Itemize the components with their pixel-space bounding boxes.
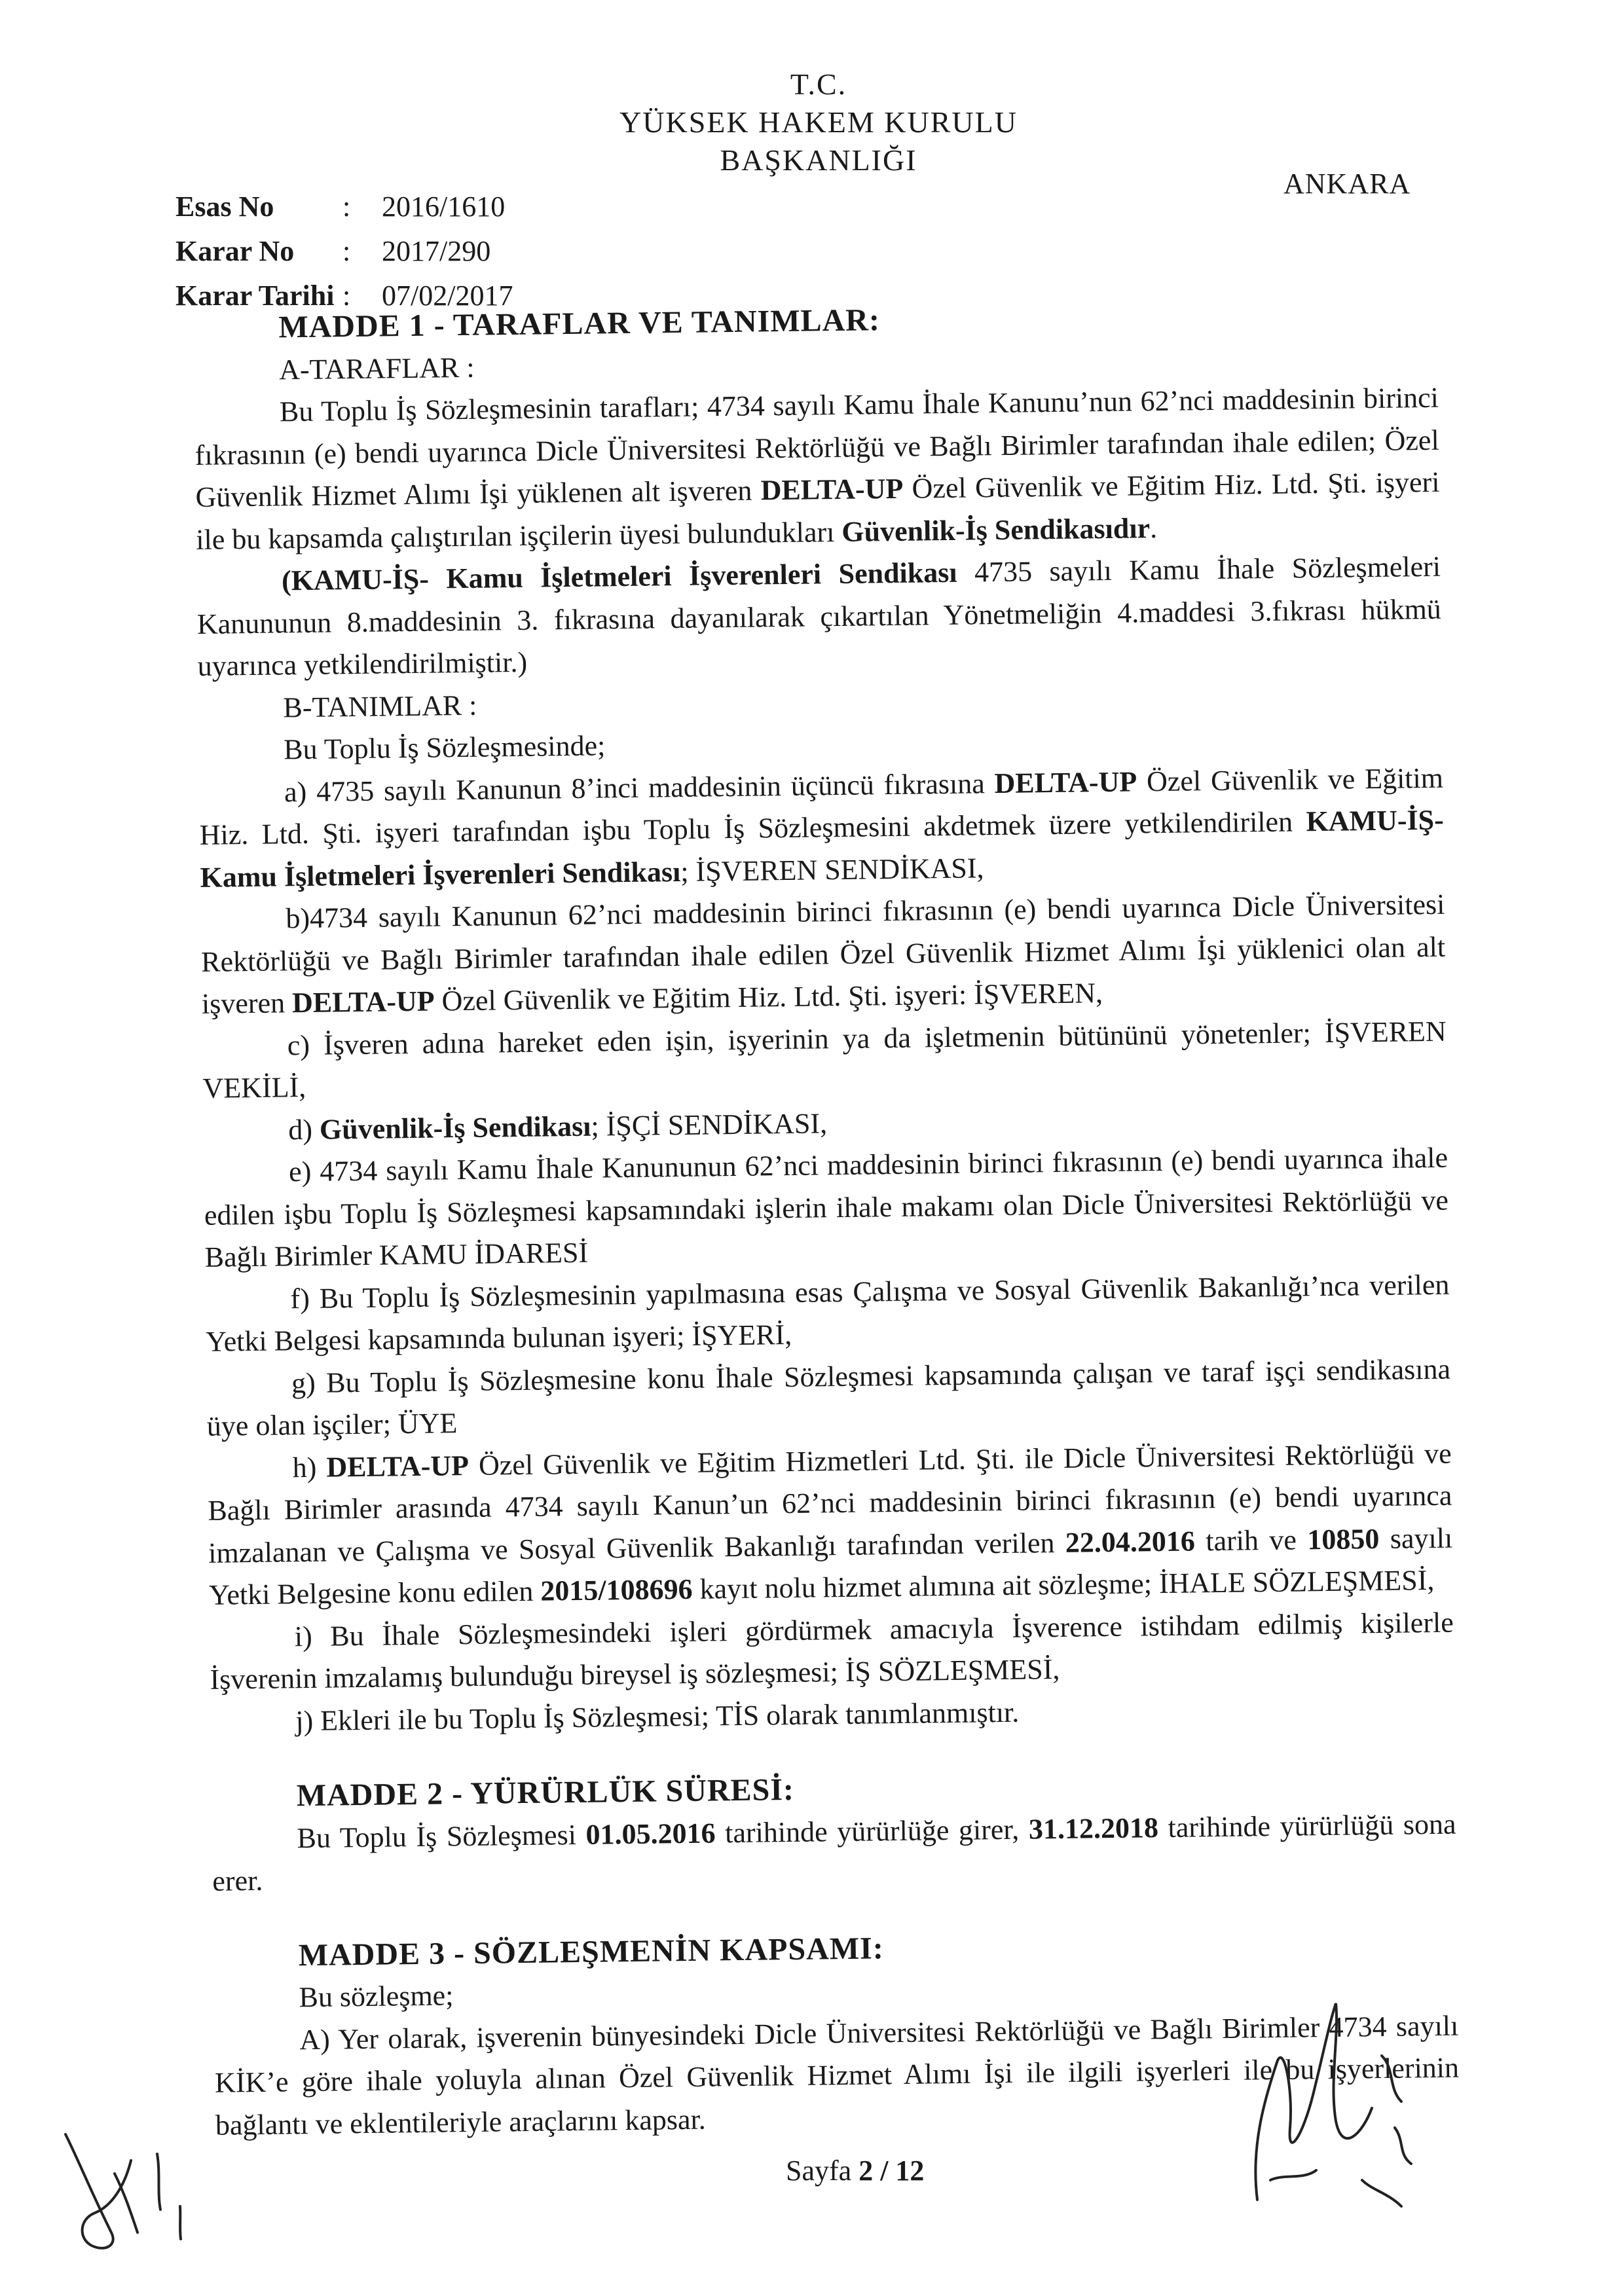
- meta-label: Esas No: [175, 191, 274, 223]
- meta-value: 2016/1610: [382, 191, 506, 223]
- article-1-heading: MADDE 1 - TARAFLAR VE TANIMLAR:: [278, 302, 881, 345]
- article-2-heading: MADDE 2 - YÜRÜRLÜK SÜRESİ:: [296, 1772, 795, 1813]
- start-date: 01.05.2016: [585, 1816, 716, 1851]
- page-prefix: Sayfa: [786, 2155, 852, 2187]
- meta-label: Karar No: [175, 235, 295, 267]
- record-number: 2015/108696: [540, 1573, 693, 1607]
- definition-b: [200, 884, 1446, 1026]
- signature-right: [1231, 1984, 1447, 2232]
- meta-colon: :: [342, 280, 351, 312]
- article-3-heading: MADDE 3 - SÖZLEŞMENİN KAPSAMI:: [298, 1930, 885, 1973]
- number: 10850: [1307, 1522, 1380, 1556]
- end-date: 31.12.2018: [1028, 1811, 1159, 1846]
- document-body: [193, 293, 1460, 2147]
- text: ; İŞÇİ SENDİKASI,: [591, 1106, 828, 1142]
- section-a-paragraph-1: [194, 377, 1441, 561]
- section-a-heading: A-TARAFLAR :: [278, 351, 475, 386]
- union-name: Güvenlik-İş Sendikasıdır: [841, 511, 1151, 548]
- text: Özel Güvenlik ve Eğitim Hiz. Ltd. Şti. işyeri ile bu kapsamda çalıştırılan işçilerin üyesi bulundukları: [196, 465, 1440, 556]
- text: Bu Toplu İş Sözleşmesi: [297, 1818, 577, 1854]
- document-header: [458, 65, 1179, 179]
- text: Özel Güvenlik ve Eğitim Hiz. Ltd. Şti. işyeri: İŞVEREN,: [441, 977, 1103, 1017]
- text: h): [292, 1451, 317, 1484]
- union-name: Güvenlik-İş Sendikası: [319, 1110, 591, 1146]
- definition-j: j) Ekleri ile bu Toplu İş Sözleşmesi; TİS olarak tanımlanmıştır.: [295, 1696, 1020, 1737]
- company-name: DELTA-UP: [994, 765, 1137, 799]
- text: Özel Güvenlik ve Eğitim Hiz. Ltd. Şti. işyeri tarafından işbu Toplu İş Sözleşmesini akdetmek üzere yetkilendirilen: [199, 761, 1444, 851]
- text: sayılı Yetki Belgesine konu edilen: [208, 1522, 1453, 1611]
- text: ; İŞVEREN SENDİKASI,: [680, 851, 984, 888]
- definition-e: e) 4734 sayılı Kamu İhale Kanununun 62’nci maddesinin birinci fıkrasının (e) bendi uyarınca ihale edilen işbu Toplu İş Sözleşmesi kapsamındaki işlerin ihale makamı olan Dicle Üniversitesi Rektörlüğü ve Bağlı Birimler KAMU İDARESİ: [204, 1141, 1449, 1273]
- meta-colon: :: [342, 235, 351, 267]
- header-org: YÜKSEK HAKEM KURULU: [619, 105, 1018, 139]
- case-meta: [175, 185, 513, 318]
- article-3-item-a: A) Yer olarak, işverenin bünyesindeki Dicle Üniversitesi Rektörlüğü ve Bağlı Birimler 4734 sayılı KİK’e göre ihale yoluyla alınan Özel Güvenlik Hizmet Alımı İşi ile ilgili işyerleri ile bu işyerlerinin bağlantı ve eklentileriyle araçlarını kapsar.: [214, 2009, 1460, 2141]
- article-2-paragraph: [212, 1803, 1456, 1903]
- meta-value: 2017/290: [382, 235, 491, 267]
- meta-value: 07/02/2017: [382, 280, 513, 312]
- header-city: ANKARA: [1283, 168, 1411, 200]
- meta-row-esas: [175, 185, 513, 229]
- company-name: DELTA-UP: [760, 472, 904, 507]
- signature-left: [52, 2121, 196, 2265]
- text: .: [1149, 511, 1158, 544]
- text: kayıt nolu hizmet alımına ait sözleşme; İHALE SÖZLEŞMESİ,: [699, 1563, 1435, 1605]
- employer-union-name: (KAMU-İŞ- Kamu İşletmeleri İşverenleri Sendikası: [281, 556, 957, 597]
- text: Bu Toplu İş Sözleşmesinin tarafları; 4734 sayılı Kamu İhale Kanunu’nun 62’nci maddesinin birinci fıkrasının (e) bendi uyarınca Dicle Üniversitesi Rektörlüğü ve Bağlı Birimler tarafından ihale edilen; Özel Güvenlik Hizmet Alımı İşi yüklenen alt işveren: [194, 381, 1439, 513]
- text: a) 4735 sayılı Kanunun 8’inci maddesinin üçüncü fıkrasına: [284, 767, 985, 808]
- section-b-heading: B-TANIMLAR :: [283, 689, 477, 723]
- company-name: DELTA-UP: [326, 1449, 470, 1484]
- date: 22.04.2016: [1065, 1524, 1196, 1559]
- company-name: DELTA-UP: [291, 985, 435, 1019]
- text: tarih ve: [1206, 1523, 1297, 1557]
- definition-i: i) Bu İhale Sözleşmesindeki işleri gördürmek amacıyla İşverence istihdam edilmiş kişilerle İşverenin imzalamış bulunduğu bireysel iş sözleşmesi; İŞ SÖZLEŞMESİ,: [210, 1606, 1454, 1696]
- definition-h: [207, 1432, 1453, 1616]
- text: b)4734 sayılı Kanunun 62’nci maddesinin birinci fıkrasının (e) bendi uyarınca Dicle Üniversitesi Rektörlüğü ve Bağlı Birimler tarafından ihale edilen Özel Güvenlik Hizmet Alımı İşi yüklenici olan alt işveren: [200, 888, 1446, 1020]
- definition-g: g) Bu Toplu İş Sözleşmesine konu İhale Sözleşmesi kapsamında çalışan ve taraf işçi sendikasına üye olan işçiler; ÜYE: [206, 1353, 1451, 1442]
- definition-c: c) İşveren adına hareket eden işin, işyerinin ya da işletmenin bütününü yönetenler; İŞVEREN VEKİLİ,: [202, 1015, 1447, 1104]
- section-b-intro: Bu Toplu İş Sözleşmesinde;: [283, 729, 606, 766]
- employer-union-name: KAMU-İŞ- Kamu İşletmeleri İşverenleri Sendikası: [200, 803, 1445, 894]
- text: 4735 sayılı Kamu İhale Sözleşmeleri Kanununun 8.maddesinin 3. fıkrasına dayanılarak çıkartılan Yönetmeliğin 4.maddesi 3.fıkrası hükmü uyarınca yetkilendirilmiştir.): [196, 550, 1442, 682]
- article-3-intro: Bu sözleşme;: [299, 1979, 454, 2014]
- page-value: 2 / 12: [858, 2155, 925, 2187]
- meta-label: Karar Tarihi: [175, 280, 335, 312]
- meta-row-karar: [175, 229, 513, 274]
- page-number: [786, 2154, 924, 2187]
- definition-a: [199, 757, 1445, 899]
- section-a-paragraph-2: [196, 546, 1442, 688]
- text: tarihinde yürürlüğü sona erer.: [212, 1808, 1456, 1897]
- meta-colon: :: [342, 191, 351, 223]
- header-dept: BAŞKANLIĞI: [720, 143, 917, 177]
- definition-f: f) Bu Toplu İş Sözleşmesinin yapılmasına esas Çalışma ve Sosyal Güvenlik Bakanlığı’nca verilen Yetki Belgesi kapsamında bulunan işyeri; İŞYERİ,: [205, 1268, 1450, 1358]
- text: d): [288, 1113, 313, 1146]
- header-tc: T.C.: [790, 67, 847, 101]
- text: tarihinde yürürlüğe girer,: [724, 1813, 1020, 1849]
- text: Özel Güvenlik ve Eğitim Hizmetleri Ltd. Şti. ile Dicle Üniversitesi Rektörlüğü ve Bağlı Birimler arasında 4734 sayılı Kanun’un 62’nci maddesinin birinci fıkrasının (e) bendi uyarınca imzalanan ve Çalışma ve Sosyal Güvenlik Bakanlığı tarafından verilen: [208, 1437, 1452, 1569]
